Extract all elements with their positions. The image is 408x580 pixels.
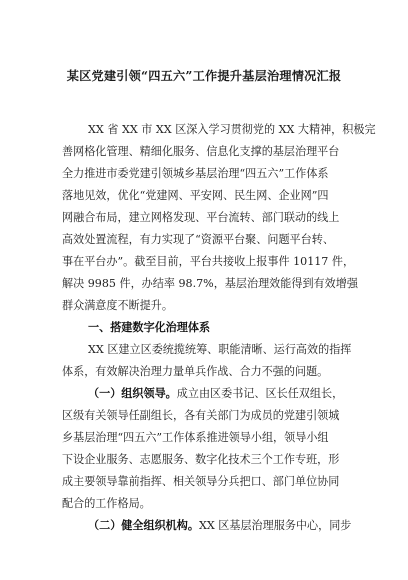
intro-line-6: 高效处置流程，有力实现了“资源平台聚、问题平台转、 [62, 233, 334, 246]
intro-line-2: 善网格化管理、精细化服务、信息化支撑的基层治理平台 [62, 145, 340, 158]
section-body-line-1: XX 区建立区委统揽统筹、职能清晰、运行高效的指挥 [88, 343, 352, 356]
subsection-2-text: XX 区基层治理服务中心，同步 [198, 519, 352, 532]
section-heading: 一、搭建数字化治理体系 [88, 321, 211, 334]
subsection-first-line [88, 387, 343, 401]
intro-line-5: 网融合布局，建立网格发现、平台流转、部门联动的线上 [62, 211, 340, 224]
subsection-text: 成立由区委书记、区长任双组长， [176, 387, 344, 400]
intro-line-8: 解决 9985 件，办结率 98.7%，基层治理效能得到有效增强 [62, 277, 358, 290]
intro-line-9: 群众满意度不断提升。 [62, 299, 173, 312]
intro-line-4: 落地见效，优化“党建网、平安网、民生网、企业网”四 [62, 189, 329, 202]
subsection-line-3: 乡基层治理“四五六”工作体系推进领导小组，领导小组 [62, 431, 329, 444]
subsection-label: （一）组织领导。 [88, 387, 177, 400]
subsection-line-4: 下设企业服务、志愿服务、数字化技术三个工作专班，形 [62, 453, 340, 466]
intro-line-1: XX 省 XX 市 XX 区深入学习贯彻党的 XX 大精神，积极完 [88, 123, 376, 136]
subsection-2-label: （二）健全组织机构。 [88, 519, 199, 532]
intro-line-7: 事在平台办”。截至目前，平台共接收上报事件 10117 件， [62, 255, 355, 268]
section-body-line-2: 体系，有效解决治理力量单兵作战、合力不强的问题。 [62, 365, 329, 378]
subsection-line-2: 区级有关领导任副组长，各有关部门为成员的党建引领城 [62, 409, 340, 422]
document-title: 某区党建引领“四五六”工作提升基层治理情况汇报 [66, 69, 342, 83]
subsection-line-5: 成主要领导靠前指挥、相关领导分兵把口、部门单位协同 [62, 475, 340, 488]
subsection-line-6: 配合的工作格局。 [62, 497, 151, 510]
subsection-2-first-line [88, 519, 351, 533]
intro-line-3: 全力推进市委党建引领城乡基层治理“四五六”工作体系 [62, 167, 329, 180]
